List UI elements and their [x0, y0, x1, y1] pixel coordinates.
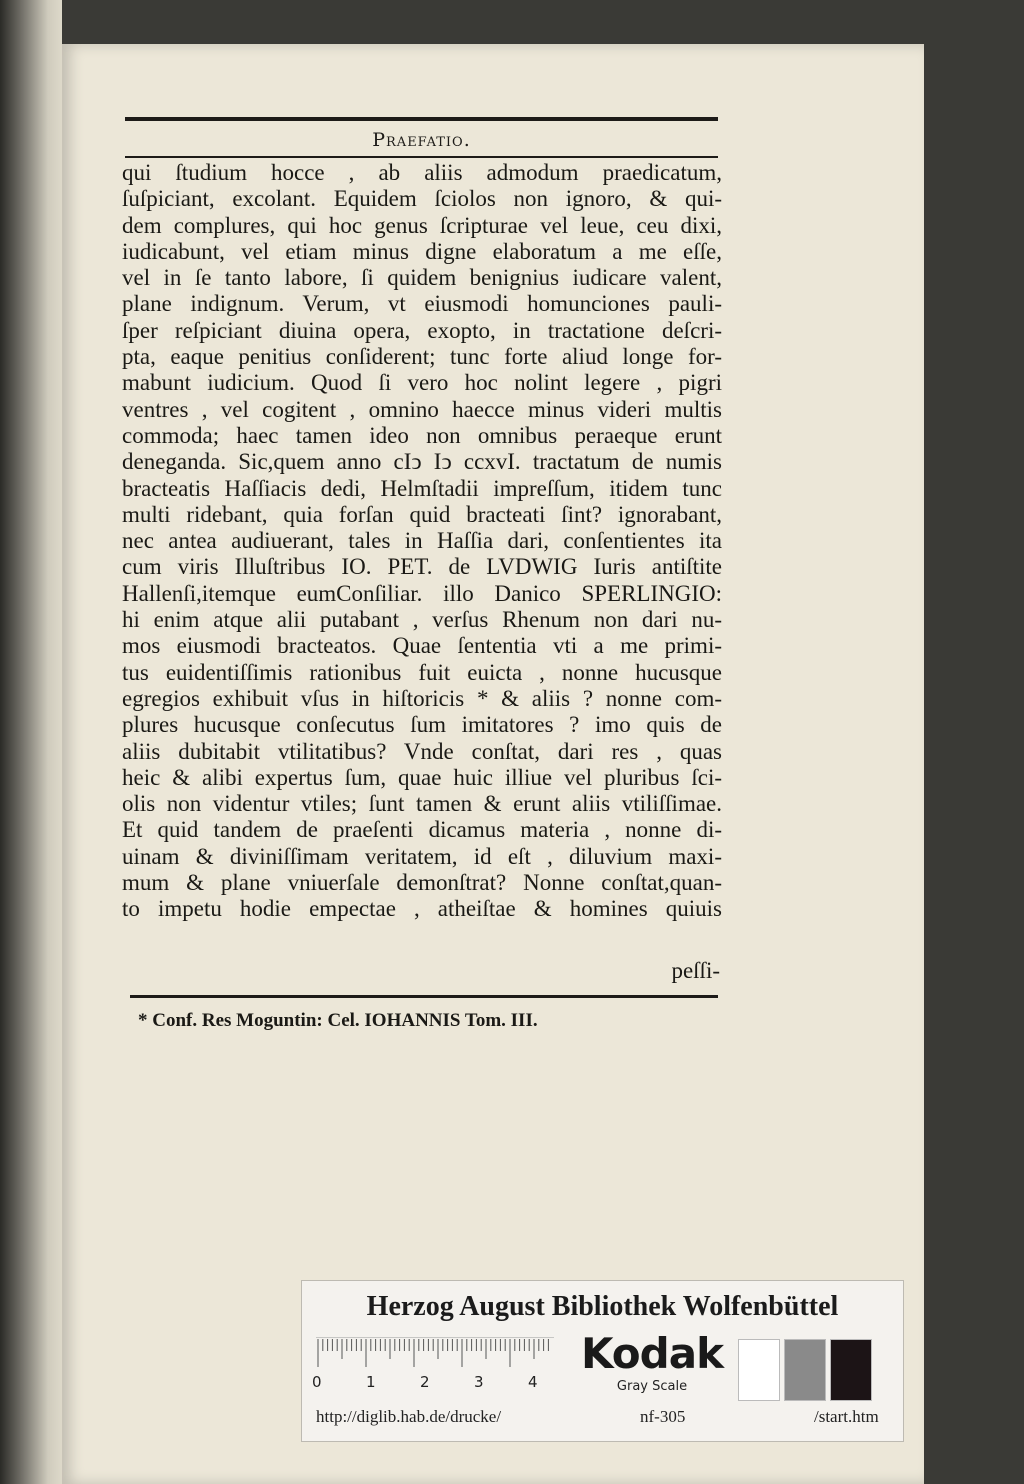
text-line: olis non videntur vtiles; ſunt tamen & erunt aliis vtiliſſimae.: [122, 791, 722, 817]
start-path: /start.htm: [814, 1407, 879, 1426]
text-line: qui ſtudium hocce , ab aliis admodum praedicatum,: [122, 160, 722, 185]
text-line: ſuſpiciant, excolant. Equidem ſciolos non ignoro, & qui-: [122, 186, 722, 212]
header-underline: [125, 156, 718, 158]
text-line: tus euidentiſſimis rationibus fuit euicta , nonne hucusque: [122, 659, 722, 685]
shelfmark: nf-305: [640, 1407, 686, 1426]
color-target-card: [301, 1280, 904, 1442]
text-line: plane indignum. Verum, vt eiusmodi homunciones pauli-: [122, 291, 722, 317]
text-line: deneganda. Sic,quem anno cIↄ Iↄ ccxvI. tractatum de numis: [122, 449, 722, 475]
text-line: multi ridebant, quia forſan quid bracteati ſint? ignorabant,: [122, 501, 722, 527]
text-line: mum & plane vniuerſale demonſtrat? Nonne conſtat,quan-: [122, 870, 722, 896]
url-text: http://diglib.hab.de/drucke/: [316, 1407, 502, 1426]
text-line: pta, eaque penitius conſiderent; tunc forte aliud longe for-: [122, 344, 722, 370]
text-line: aliis dubitabit vtilitatibus? Vnde conſtat, dari res , quas: [122, 738, 722, 764]
text-line: heic & alibi expertus ſum, quae huic illiue vel pluribus ſci-: [122, 764, 722, 790]
ruler-number: 0: [312, 1373, 322, 1391]
gray-swatch: [738, 1339, 780, 1401]
text-line: iudicabunt, vel etiam minus digne elaboratum a me eſſe,: [122, 238, 722, 264]
footnote: * Conf. Res Moguntin: Cel. IOHANNIS Tom. III.: [138, 1010, 538, 1031]
kodak-logo: Kodak: [581, 1329, 723, 1378]
text-line: ventres , vel cogitent , omnino haecce minus videri multis: [122, 396, 722, 422]
text-line: vel in ſe tanto labore, ſi quidem benignius iudicare valent,: [122, 265, 722, 291]
header-rule: [125, 117, 718, 121]
ruler-number: 4: [528, 1373, 538, 1391]
text-line: egregios exhibuit vſus in hiſtoricis * & aliis ? nonne com-: [122, 685, 722, 711]
gray-swatches: [738, 1339, 878, 1399]
previous-page-edge: [0, 0, 70, 1484]
text-line: plures hucusque conſecutus ſum imitatores ? imo quis de: [122, 712, 722, 738]
text-line: dem complures, qui hoc genus ſcripturae vel leue, ceu dixi,: [122, 212, 722, 238]
text-line: nec antea audiuerant, tales in Haſſia dari, conſentientes ita: [122, 528, 722, 554]
text-line: hi enim atque alii putabant , verſus Rhenum non dari nu-: [122, 607, 722, 633]
text-line: mos eiusmodi bracteatos. Quae ſententia vti a me primi-: [122, 633, 722, 659]
running-head: Praefatio.: [372, 129, 471, 151]
library-title: Herzog August Bibliothek Wolfenbüttel: [366, 1291, 839, 1322]
gray-swatch: [830, 1339, 872, 1401]
ruler-number: 3: [474, 1373, 484, 1391]
ruler-numbers: [312, 1373, 562, 1393]
gray-swatch: [784, 1339, 826, 1401]
ruler-number: 1: [366, 1373, 376, 1391]
text-line: ſper reſpiciant diuina opera, exopto, in tractatione deſcri-: [122, 317, 722, 343]
text-line: mabunt iudicium. Quod ſi vero hoc nolint legere , pigri: [122, 370, 722, 396]
text-line: bracteatis Haſſiacis dedi, Helmſtadii impreſſum, itidem tunc: [122, 475, 722, 501]
text-line: cum viris Illuſtribus IO. PET. de LVDWIG Iuris antiſtite: [122, 554, 722, 580]
text-line: commoda; haec tamen ideo non omnibus peraeque erunt: [122, 422, 722, 448]
ruler-number: 2: [420, 1373, 430, 1391]
text-line: to impetu hodie empectae , atheiſtae & homines quiuis: [122, 896, 722, 922]
text-line: Et quid tandem de praeſenti dicamus materia , nonne di-: [122, 817, 722, 843]
scan-background-top: [62, 0, 924, 44]
catchword: peſſi-: [671, 958, 720, 983]
text-line: Hallenſi,itemque eumConſiliar. illo Danico SPERLINGIO:: [122, 580, 722, 606]
ruler-scale: [316, 1337, 554, 1369]
gray-scale-label: Gray Scale: [616, 1379, 688, 1394]
scan-background-right: [924, 0, 1024, 1484]
footnote-rule: [130, 995, 718, 998]
text-line: uinam & diviniſſimam veritatem, id eſt , diluvium maxi-: [122, 843, 722, 869]
body-text: [122, 160, 722, 923]
